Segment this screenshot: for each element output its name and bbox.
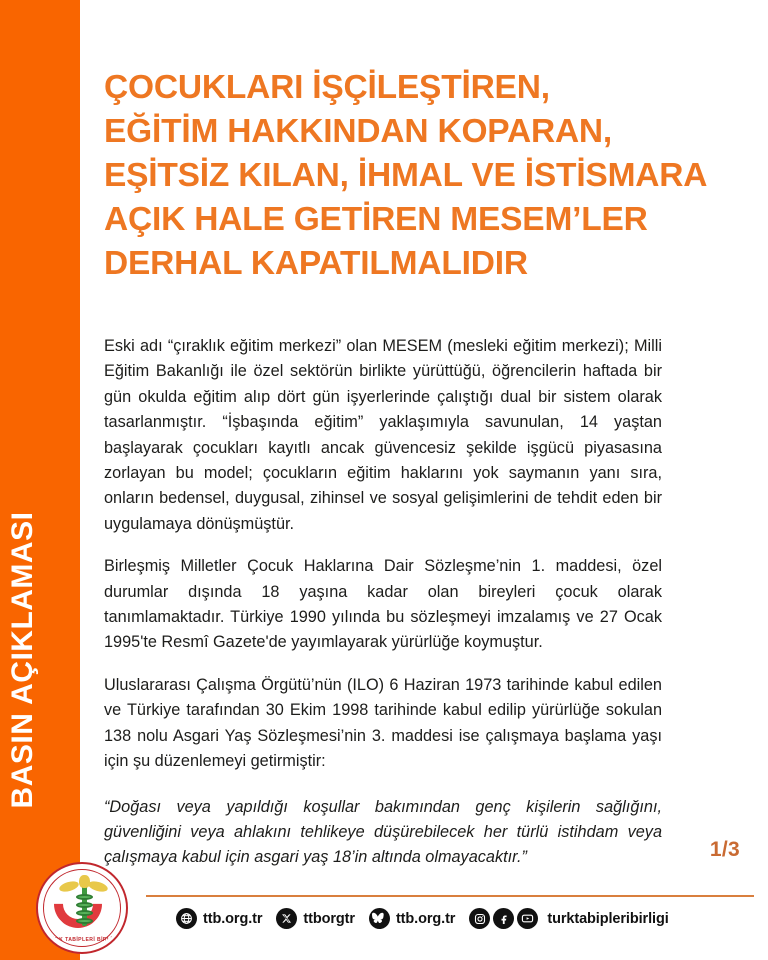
social-bar	[176, 908, 669, 929]
footer-divider	[146, 895, 754, 897]
caduceus-coil-icon	[76, 894, 93, 900]
headline-line-2: EĞİTİM HAKKINDAN KOPARAN,	[104, 113, 613, 150]
paragraph-1: Eski adı “çıraklık eğitim merkezi” olan MESEM (mesleki eğitim merkezi); Milli Eğitim Bakanlığı ile özel sektörün birlikte yürüttüğü, öğrencilerin haftada bir gün okulda eğitim alıp dört gün işyerlerinde çalıştığı dual bir sistem olarak tasarlanmıştır. “İşbaşında eğitim” yaklaşımıyla savunulan, 14 yaştan başlayarak çocukları kayıtlı ancak güvencesiz şekilde işgücü piyasasına zorlayan bu model; çocukların eğitim haklarını yok saymanın yanı sıra, onların bedensel, duygusal, zihinsel ve sosyal gelişimlerini de tehdit eden bir uygulamaya dönüşmüştür.	[104, 337, 662, 533]
side-rail	[0, 0, 80, 960]
paragraph-3: Uluslararası Çalışma Örgütü’nün (ILO) 6 Haziran 1973 tarihinde kabul edilen ve Türkiye tarafından 30 Ekim 1998 tarihinde kabul edilip yürürlüğe sokulan 138 nolu Asgari Yaş Sözleşmesi’nin 3. maddesi ise çalışmaya başlama yaşı için şu düzenlemeyi getirmiştir:	[104, 675, 662, 771]
headline-line-5: DERHAL KAPATILMALIDIR	[104, 245, 528, 282]
social-link-website[interactable]	[176, 908, 262, 929]
page-title	[104, 66, 744, 286]
headline-line-1: ÇOCUKLARI İŞÇİLEŞTİREN,	[104, 69, 550, 106]
social-link-x-twitter[interactable]	[276, 908, 355, 929]
caduceus-coil-icon	[76, 910, 93, 916]
logo-ribbon	[44, 919, 122, 945]
social-label-website: ttb.org.tr	[203, 910, 263, 927]
facebook-icon[interactable]	[493, 908, 514, 929]
instagram-icon[interactable]	[469, 908, 490, 929]
headline-line-4: AÇIK HALE GETİREN MESEM’LER	[104, 201, 648, 238]
body-copy	[104, 334, 662, 871]
side-rail-label: BASIN AÇIKLAMASI	[6, 511, 39, 809]
social-label-cluster: turktabipleribirligi	[547, 910, 669, 927]
quoted-convention-text: “Doğası veya yapıldığı koşullar bakımından genç kişilerin sağlığını, güvenliğini veya ahlakını tehlikeye düşürebilecek her türlü istihdam veya çalışmaya kabul için asgari yaş 18’in altında olmayacaktır.”	[104, 797, 662, 867]
logo-seal	[36, 862, 128, 954]
logo-ribbon-text: TÜRK TABİPLERİ BİRLİĞİ	[47, 937, 119, 943]
caduceus-coil-icon	[76, 902, 93, 908]
bluesky-butterfly-icon	[369, 908, 390, 929]
social-label-x-twitter: ttborgtr	[303, 910, 355, 927]
youtube-icon[interactable]	[517, 908, 538, 929]
social-cluster	[469, 908, 668, 929]
ttb-logo	[36, 862, 128, 954]
paragraph-2: Birleşmiş Milletler Çocuk Haklarına Dair Sözleşme’nin 1. maddesi, özel durumlar dışında 18 yaşına kadar olan bireyleri çocuk olarak tanımlamaktadır. Türkiye 1990 yılında bu sözleşmeyi imzalamış ve 27 Ocak 1995'te Resmî Gazete'de yayımlayarak yürürlüğe koymuştur.	[104, 557, 662, 652]
globe-icon	[176, 908, 197, 929]
social-label-bluesky: ttb.org.tr	[395, 910, 456, 927]
headline-line-3: EŞİTSİZ KILAN, İHMAL VE İSTİSMARA	[104, 157, 708, 194]
page-indicator: 1/3	[709, 838, 740, 861]
social-link-bluesky[interactable]	[369, 908, 455, 929]
caduceus-knob-icon	[79, 875, 90, 888]
x-twitter-icon	[276, 908, 297, 929]
